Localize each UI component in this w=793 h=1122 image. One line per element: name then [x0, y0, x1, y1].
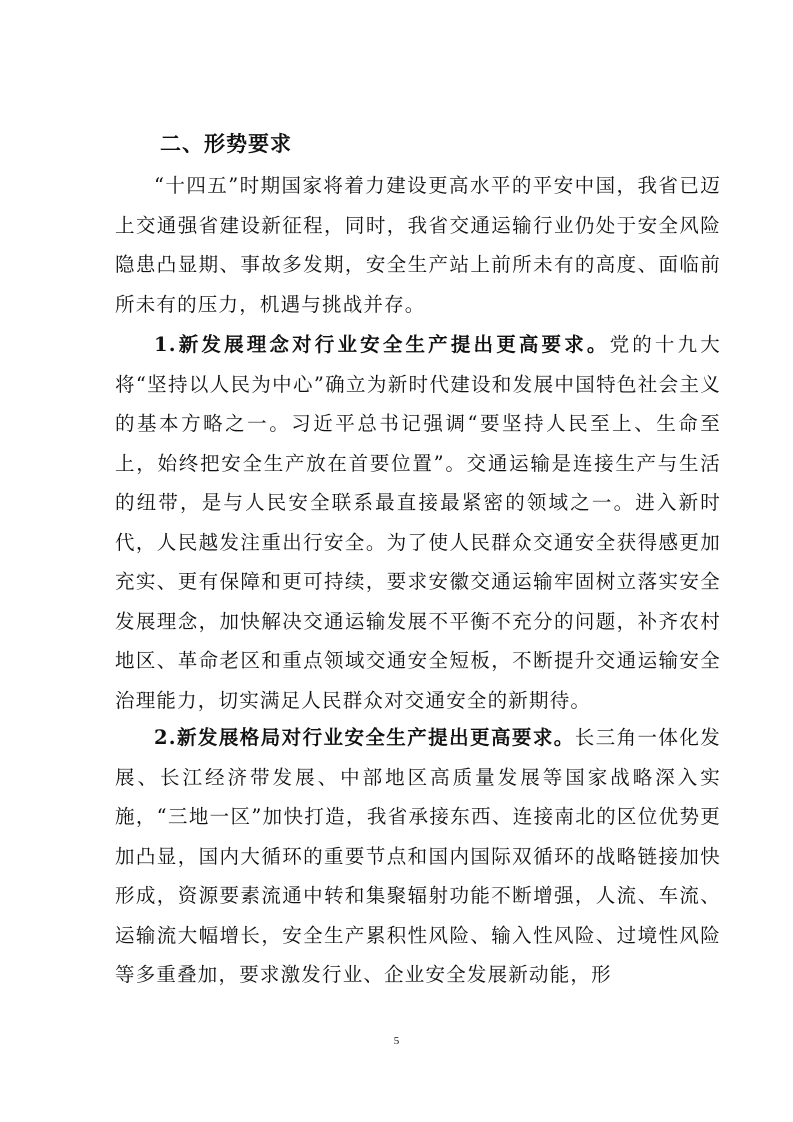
paragraph-situation-overview: [115, 166, 721, 324]
paragraph-new-development-pattern: [115, 718, 721, 995]
paragraph-text: 长三角一体化发展、长江经济带发展、中部地区高质量发展等国家战略深入实施，“三地一区”加快打造，我省承接东西、连接南北的区位优势更加凸显，国内大循环的重要节点和国内国际双循环的战略链接加快形成，资源要素流通中转和集聚辐射功能不断增强，人流、车流、运输流大幅增长，安全生产累积性风险、输入性风险、过境性风险等多重叠加，要求激发行业、企业安全发展新动能，形: [115, 726, 721, 986]
paragraph-lead-heading: 2.新发展格局对行业安全生产提出更高要求。: [154, 726, 575, 749]
paragraph-new-development-concept: [115, 325, 721, 720]
section-heading: 二、形势要求: [160, 132, 292, 156]
paragraph-text: 党的十九大将“坚持以人民为中心”确立为新时代建设和发展中国特色社会主义的基本方略之一。习近平总书记强调“要坚持人民至上、生命至上，始终把安全生产放在首要位置”。交通运输是连接生产与生活的纽带，是与人民安全联系最直接最紧密的领域之一。进入新时代，人民越发注重出行安全。为了使人民群众交通安全获得感更加充实、更有保障和更可持续，要求安徽交通运输牢固树立落实安全发展理念，加快解决交通运输发展不平衡不充分的问题，补齐农村地区、革命老区和重点领域交通安全短板，不断提升交通运输安全治理能力，切实满足人民群众对交通安全的新期待。: [115, 333, 721, 712]
page-number: 5: [393, 1035, 400, 1047]
paragraph-text: “十四五”时期国家将着力建设更高水平的平安中国，我省已迈上交通强省建设新征程，同时，我省交通运输行业仍处于安全风险隐患凸显期、事故多发期，安全生产站上前所未有的高度、面临前所未有的压力，机遇与挑战并存。: [115, 174, 721, 316]
paragraph-lead-heading: 1.新发展理念对行业安全生产提出更高要求。: [154, 333, 610, 356]
